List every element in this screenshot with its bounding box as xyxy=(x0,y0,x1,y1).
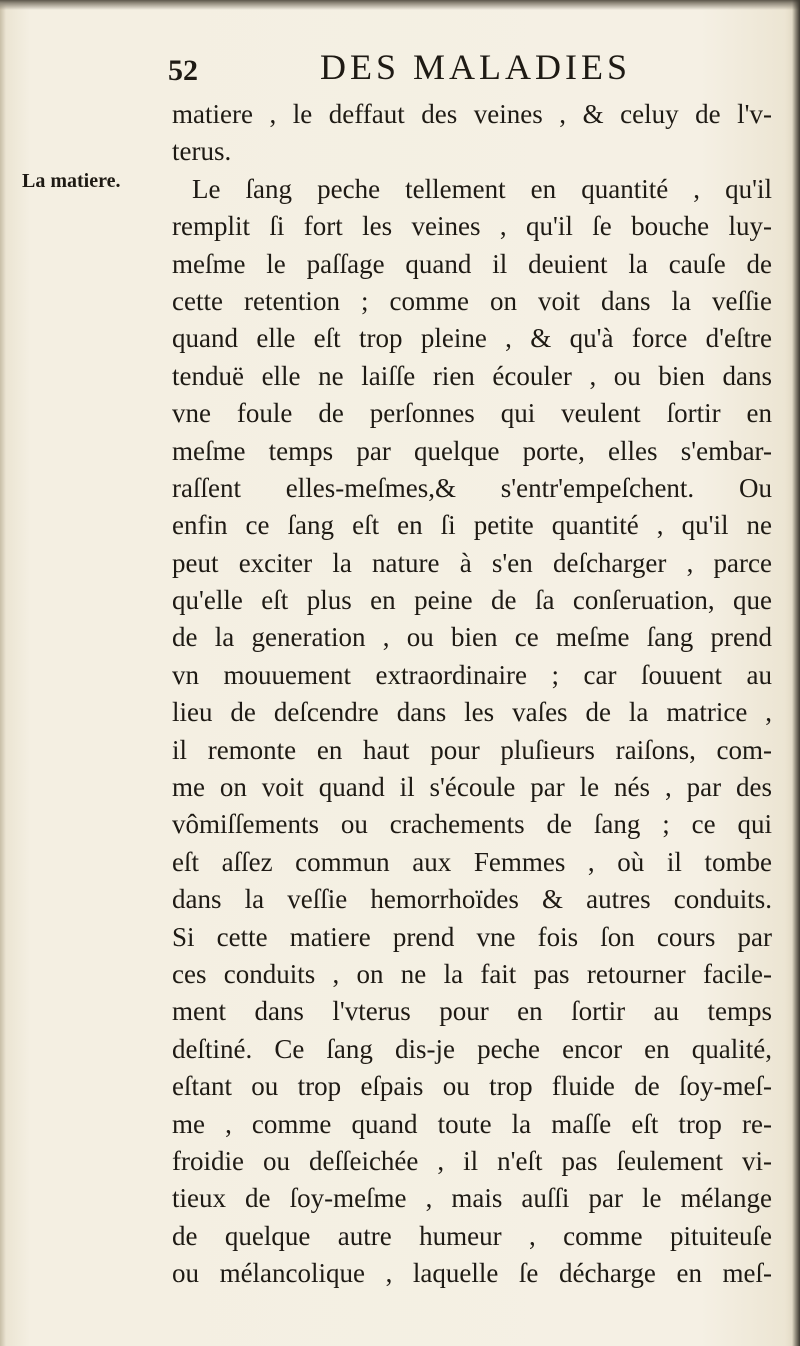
text-line: meſme le paſſage quand il deuient la cauſe de xyxy=(172,248,772,279)
text-line: ces conduits , on ne la fait pas retourner facile- xyxy=(172,958,772,989)
page-header xyxy=(168,46,688,96)
text-line: peut exciter la nature à s'en deſcharger , parce xyxy=(172,547,772,578)
text-line: me , comme quand toute la maſſe eſt trop re- xyxy=(172,1108,772,1139)
text-line: matiere , le deffaut des veines , & celuy de l'v- xyxy=(172,99,772,129)
text-line: lieu de deſcendre dans les vaſes de la matrice , xyxy=(172,697,772,728)
text-line: Le ſang peche tellement en quantité , qu'il xyxy=(192,173,772,204)
text-line: deſtiné. Ce ſang dis-je peche encor en qualité, xyxy=(172,1033,772,1064)
margin-note: La matiere. xyxy=(22,170,121,192)
text-line: ou mélancolique , laquelle ſe décharge en meſ- xyxy=(172,1258,772,1289)
text-line: ment dans l'vterus pour en ſortir au temps xyxy=(172,996,772,1027)
text-line: froidie ou deſſeichée , il n'eſt pas ſeulement vi- xyxy=(172,1145,772,1176)
text-line: vômiſſements ou crachements de ſang ; ce qui xyxy=(172,809,772,840)
text-line: tieux de ſoy-meſme , mais auſſi par le mélange xyxy=(172,1183,772,1214)
page-top-shadow xyxy=(0,0,800,10)
text-line: eſtant ou trop eſpais ou trop fluide de ſoy-meſ- xyxy=(172,1071,772,1102)
text-line: remplit ſi fort les veines , qu'il ſe bouche luy- xyxy=(172,211,772,242)
text-line: me on voit quand il s'écoule par le nés , par des xyxy=(172,772,772,803)
text-line: enfin ce ſang eſt en ſi petite quantité , qu'il ne xyxy=(172,510,772,541)
text-line: dans la veſſie hemorrhoïdes & autres conduits. xyxy=(172,884,772,915)
text-line: vn mouuement extraordinaire ; car ſouuent au xyxy=(172,659,772,690)
page-gutter-shadow xyxy=(0,0,6,1346)
text-line: eſt aſſez commun aux Femmes , où il tombe xyxy=(172,846,772,877)
text-line: il remonte en haut pour pluſieurs raiſons, com- xyxy=(172,734,772,765)
text-line: terus. xyxy=(172,136,232,167)
page-edge-shadow xyxy=(792,0,800,1346)
text-line: meſme temps par quelque porte, elles s'embar- xyxy=(172,435,772,466)
running-title: DES MALADIES xyxy=(320,47,632,87)
text-line: vne foule de perſonnes qui veulent ſortir en xyxy=(172,398,772,429)
text-line: tenduë elle ne laiſſe rien écouler , ou bien dans xyxy=(172,360,772,391)
text-line: de la generation , ou bien ce meſme ſang prend xyxy=(172,622,772,653)
text-line: cette retention ; comme on voit dans la veſſie xyxy=(172,285,772,316)
text-line: de quelque autre humeur , comme pituiteuſe xyxy=(172,1220,772,1251)
body-text xyxy=(172,96,772,1293)
text-line: Si cette matiere prend vne fois ſon cours par xyxy=(172,921,772,952)
text-line: raſſent elles-meſmes,& s'entr'empeſchent. Ou xyxy=(172,472,772,503)
page-number: 52 xyxy=(168,54,198,87)
text-line: quand elle eſt trop pleine , & qu'à force d'eſtre xyxy=(172,323,772,354)
text-line: qu'elle eſt plus en peine de ſa conſeruation, que xyxy=(172,585,772,616)
